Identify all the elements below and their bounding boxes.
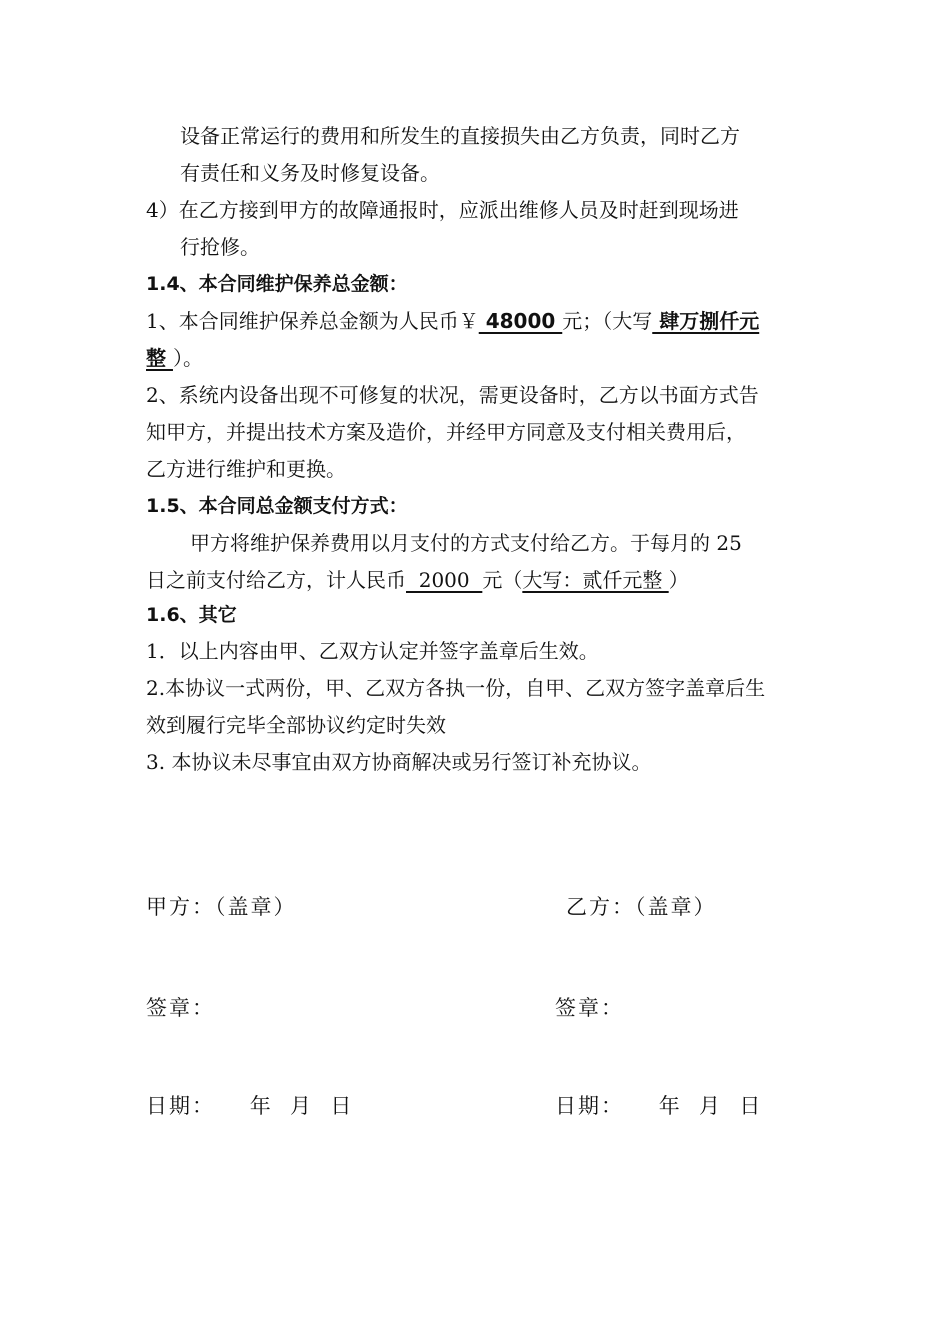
section-heading-1-5: 1.5、本合同总金额支付方式： <box>146 495 408 517</box>
monthly-amount-words: 大写：贰仟元整 <box>522 568 669 592</box>
other-item-3: 3. 本协议未尽事宜由双方协商解决或另行签订补充协议。 <box>146 750 652 774</box>
total-amount-words: 肆万捌仟元 <box>652 309 760 333</box>
text-line: 甲方将维护保养费用以月支付的方式支付给乙方。于每月的 25 <box>190 531 742 555</box>
total-amount-line <box>146 303 806 340</box>
text-line: 乙方进行维护和更换。 <box>146 457 346 481</box>
other-item-2-line-2: 效到履行完毕全部协议约定时失效 <box>146 713 446 737</box>
party-a-signature-label: 签章： <box>146 996 215 1020</box>
monthly-payment-prefix: 日之前支付给乙方，计人民币 <box>146 568 406 592</box>
party-b-signature-label: 签章： <box>555 996 624 1020</box>
total-amount-suffix: ）。 <box>172 346 203 370</box>
total-amount-line-2 <box>146 340 806 377</box>
monthly-amount-value: 2000 <box>406 568 483 592</box>
party-b-date-label: 日期： 年 月 日 <box>555 1094 763 1118</box>
party-b-label: 乙方：（盖章） <box>566 895 717 919</box>
total-amount-value: 48000 <box>478 309 563 333</box>
party-a-date-label: 日期： 年 月 日 <box>146 1094 354 1118</box>
total-amount-mid: 元；（大写 <box>562 309 653 333</box>
text-line: 2、系统内设备出现不可修复的状况，需更设备时，乙方以书面方式告 <box>146 383 759 407</box>
text-line: 设备正常运行的费用和所发生的直接损失由乙方负责，同时乙方 <box>180 124 740 148</box>
other-item-1: 1．以上内容由甲、乙双方认定并签字盖章后生效。 <box>146 639 599 663</box>
party-a-label: 甲方：（盖章） <box>146 895 297 919</box>
section-heading-1-6: 1.6、其它 <box>146 604 237 626</box>
text-line: 有责任和义务及时修复设备。 <box>180 161 440 185</box>
item-4-line-1: 4）在乙方接到甲方的故障通报时，应派出维修人员及时赶到现场进 <box>146 198 739 222</box>
item-4-line-2: 行抢修。 <box>180 235 260 259</box>
monthly-payment-line <box>146 562 806 599</box>
total-amount-prefix: 1、本合同维护保养总金额为人民币￥ <box>146 309 479 333</box>
text-line: 知甲方，并提出技术方案及造价，并经甲方同意及支付相关费用后， <box>146 420 746 444</box>
monthly-payment-suffix: ） <box>668 568 689 592</box>
total-amount-words-end: 整 <box>146 346 173 370</box>
monthly-payment-mid: 元（ <box>482 568 523 592</box>
other-item-2-line-1: 2.本协议一式两份，甲、乙双方各执一份，自甲、乙双方签字盖章后生 <box>146 676 766 700</box>
section-heading-1-4: 1.4、本合同维护保养总金额： <box>146 273 408 295</box>
